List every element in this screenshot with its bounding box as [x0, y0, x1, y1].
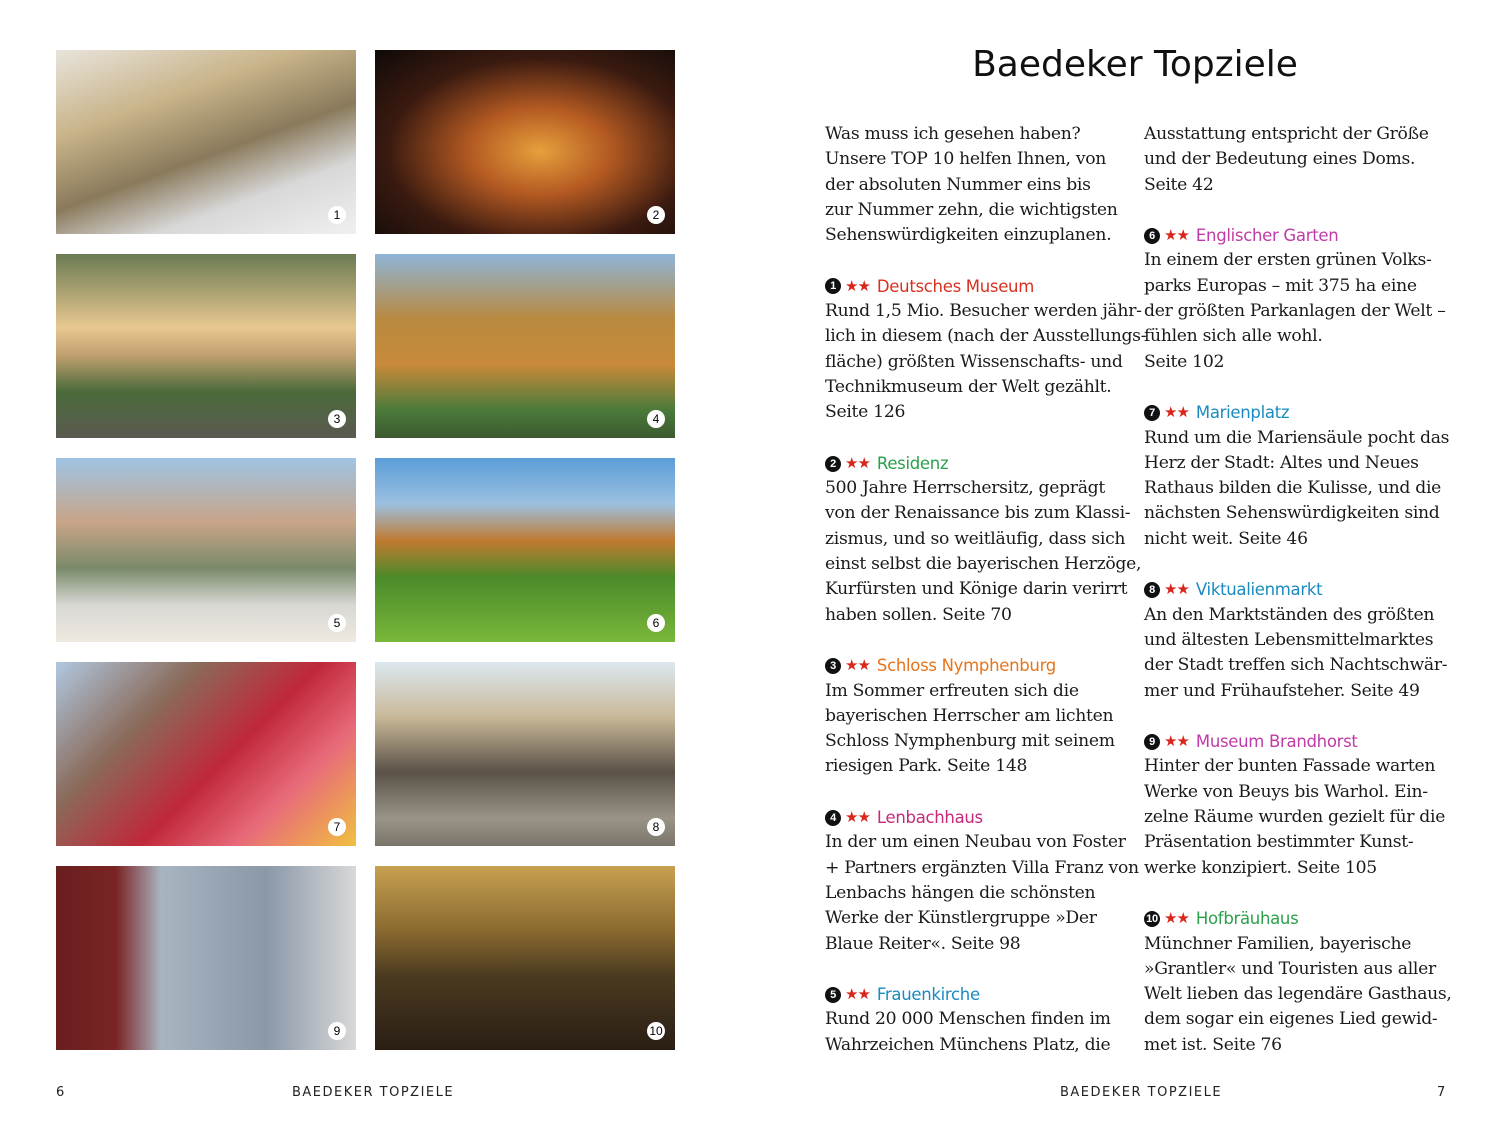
photo-number-badge: 1: [328, 206, 346, 224]
description-line: der größten Parkanlagen der Welt –: [1144, 301, 1446, 322]
description-line: Ausstattung entspricht der Größe: [1144, 124, 1429, 144]
topziel-name: Schloss Nymphenburg: [876, 656, 1056, 676]
description-line: met ist. Seite 76: [1144, 1034, 1282, 1055]
description-line: zelne Räume wurden gezielt für die: [1144, 807, 1446, 828]
photo-number-badge: 4: [647, 410, 665, 428]
two-stars-icon: ★★: [845, 453, 870, 472]
description-line: mer und Frühaufsteher. Seite 49: [1144, 680, 1420, 701]
description-line: einst selbst die bayerischen Herzöge,: [825, 554, 1142, 575]
number-badge-icon: 10: [1144, 911, 1160, 927]
two-stars-icon: ★★: [1164, 403, 1189, 422]
description-line: nächsten Sehenswürdigkeiten sind: [1144, 503, 1440, 524]
spacer: [1144, 552, 1454, 577]
photo-number-badge: 10: [647, 1022, 665, 1040]
description-line: der Stadt treffen sich Nachtschwär-: [1144, 655, 1448, 676]
topziel-heading: [1144, 400, 1454, 425]
photo-number-badge: 6: [647, 614, 665, 632]
page-title: Baedeker Topziele: [972, 44, 1298, 85]
description-line: In der um einen Neubau von Foster: [825, 832, 1126, 853]
number-badge-icon: 8: [1144, 582, 1160, 598]
topziel-heading: [825, 274, 1135, 299]
description-line: Hinter der bunten Fassade warten: [1144, 756, 1436, 777]
photo: [56, 254, 356, 438]
topziel-heading: [1144, 906, 1454, 931]
topziel-heading: [825, 982, 1135, 1007]
spacer: [825, 780, 1135, 805]
photo: [56, 866, 356, 1050]
spacer: [825, 628, 1135, 653]
description-line: parks Europas – mit 375 ha eine: [1144, 275, 1417, 296]
description-line: fläche) größten Wissenschafts- und: [825, 351, 1123, 372]
spacer: [1144, 704, 1454, 729]
description-line: nicht weit. Seite 46: [1144, 528, 1308, 549]
description-line: Blaue Reiter«. Seite 98: [825, 933, 1021, 954]
running-header-right: BAEDEKER TOPZIELE: [1060, 1085, 1223, 1100]
topziel-heading: [825, 451, 1135, 476]
photo: [375, 866, 675, 1050]
topziel-name: Englischer Garten: [1195, 226, 1339, 246]
number-badge-icon: 5: [825, 987, 841, 1003]
photo: [375, 662, 675, 846]
description-line: Münchner Familien, bayerische: [1144, 933, 1412, 954]
description-line: Rund 20 000 Menschen finden im: [825, 1009, 1111, 1030]
description-line: Seite 42: [1144, 174, 1214, 195]
description-line: An den Marktständen des größten: [1144, 604, 1435, 625]
number-badge-icon: 4: [825, 810, 841, 826]
number-badge-icon: 1: [825, 278, 841, 294]
two-stars-icon: ★★: [845, 656, 870, 675]
description-line: haben sollen. Seite 70: [825, 604, 1012, 625]
spacer: [1144, 375, 1454, 400]
description-line: Seite 102: [1144, 351, 1225, 372]
topziel-heading: [825, 805, 1135, 830]
running-header-left: BAEDEKER TOPZIELE: [292, 1085, 455, 1100]
description-line: Lenbachs hängen die schönsten: [825, 882, 1096, 903]
description-line: + Partners ergänzten Villa Franz von: [825, 857, 1139, 878]
photo: [375, 254, 675, 438]
description-line: »Grantler« und Touristen aus aller: [1144, 958, 1436, 979]
two-stars-icon: ★★: [845, 276, 870, 295]
description-line: Wahrzeichen Münchens Platz, die: [825, 1034, 1111, 1055]
topziel-name: Residenz: [876, 453, 949, 473]
text-column-right: [1144, 122, 1454, 1058]
intro-line: der absoluten Nummer eins bis: [825, 174, 1091, 195]
intro-line: Was muss ich gesehen haben?: [825, 124, 1081, 144]
topziel-name: Hofbräuhaus: [1195, 909, 1299, 929]
spacer: [825, 426, 1135, 451]
description-line: Rund 1,5 Mio. Besucher werden jähr-: [825, 301, 1142, 322]
description-line: Rund um die Mariensäule pocht das: [1144, 427, 1450, 448]
spacer: [825, 248, 1135, 273]
topziel-name: Marienplatz: [1195, 403, 1290, 423]
page-number-right: 7: [1437, 1085, 1447, 1100]
photo-number-badge: 7: [328, 818, 346, 836]
description-line: und der Bedeutung eines Doms.: [1144, 149, 1416, 170]
description-line: und ältesten Lebensmittelmarktes: [1144, 629, 1434, 650]
two-stars-icon: ★★: [845, 985, 870, 1004]
number-badge-icon: 6: [1144, 228, 1160, 244]
spacer: [825, 957, 1135, 982]
description-line: Kurfürsten und Könige darin verirrt: [825, 579, 1128, 600]
text-column-left: [825, 122, 1147, 1058]
spacer: [1144, 198, 1454, 223]
number-badge-icon: 9: [1144, 734, 1160, 750]
description-line: Präsentation bestimmter Kunst-: [1144, 832, 1414, 853]
page-number-left: 6: [56, 1085, 66, 1100]
number-badge-icon: 7: [1144, 405, 1160, 421]
number-badge-icon: 2: [825, 456, 841, 472]
topziel-heading: [1144, 729, 1454, 754]
photo: [56, 458, 356, 642]
description-line: Im Sommer erfreuten sich die: [825, 680, 1079, 701]
description-line: werke konzipiert. Seite 105: [1144, 857, 1377, 878]
description-line: bayerischen Herrscher am lichten: [825, 705, 1114, 726]
photo-number-badge: 2: [647, 206, 665, 224]
description-line: Technikmuseum der Welt gezählt.: [825, 376, 1112, 397]
topziel-name: Viktualienmarkt: [1195, 580, 1323, 600]
photo-number-badge: 5: [328, 614, 346, 632]
description-line: riesigen Park. Seite 148: [825, 756, 1028, 777]
two-stars-icon: ★★: [1164, 909, 1189, 928]
intro-line: zur Nummer zehn, die wichtigsten: [825, 199, 1118, 220]
description-line: lich in diesem (nach der Ausstellungs-: [825, 326, 1147, 347]
topziel-name: Frauenkirche: [876, 985, 980, 1005]
two-stars-icon: ★★: [1164, 580, 1189, 599]
photo: [375, 458, 675, 642]
intro-line: Sehenswürdigkeiten einzuplanen.: [825, 225, 1112, 246]
photo: [56, 662, 356, 846]
photo-number-badge: 3: [328, 410, 346, 428]
intro-line: Unsere TOP 10 helfen Ihnen, von: [825, 149, 1107, 170]
two-stars-icon: ★★: [1164, 226, 1189, 245]
description-line: Werke der Künstlergruppe »Der: [825, 908, 1097, 929]
spacer: [1144, 881, 1454, 906]
number-badge-icon: 3: [825, 658, 841, 674]
two-stars-icon: ★★: [1164, 732, 1189, 751]
description-line: dem sogar ein eigenes Lied gewid-: [1144, 1009, 1438, 1030]
topziel-name: Deutsches Museum: [876, 276, 1034, 296]
photo-number-badge: 8: [647, 818, 665, 836]
description-line: Schloss Nymphenburg mit seinem: [825, 731, 1115, 752]
description-line: 500 Jahre Herrschersitz, geprägt: [825, 478, 1105, 499]
description-line: In einem der ersten grünen Volks-: [1144, 250, 1432, 271]
description-line: zismus, und so weitläufig, dass sich: [825, 528, 1126, 549]
description-line: Welt lieben das legendäre Gasthaus,: [1144, 984, 1452, 1005]
photo-number-badge: 9: [328, 1022, 346, 1040]
description-line: Herz der Stadt: Altes und Neues: [1144, 452, 1419, 473]
topziel-heading: [825, 653, 1135, 678]
description-line: Werke von Beuys bis Warhol. Ein-: [1144, 781, 1428, 802]
topziel-name: Lenbachhaus: [876, 808, 983, 828]
description-line: von der Renaissance bis zum Klassi-: [825, 503, 1131, 524]
topziel-heading: [1144, 223, 1454, 248]
description-line: Rathaus bilden die Kulisse, und die: [1144, 478, 1442, 499]
topziel-name: Museum Brandhorst: [1195, 732, 1358, 752]
description-line: Seite 126: [825, 402, 906, 423]
description-line: fühlen sich alle wohl.: [1144, 326, 1323, 347]
two-stars-icon: ★★: [845, 808, 870, 827]
topziel-heading: [1144, 577, 1454, 602]
photo: [56, 50, 356, 234]
